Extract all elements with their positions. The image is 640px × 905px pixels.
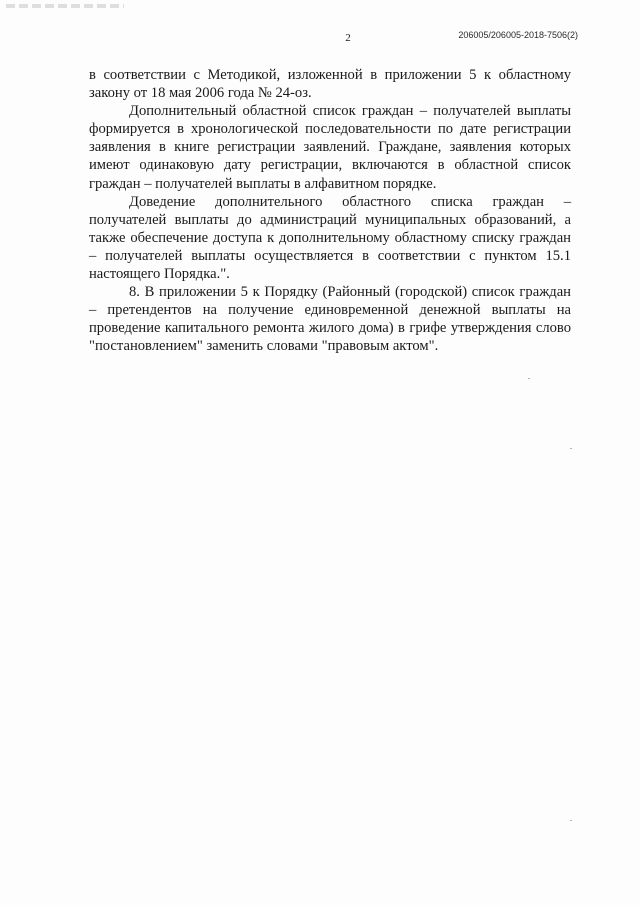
paragraph-additional-list: Дополнительный областной список граждан – получателей выплаты формируется в хронологической последовательности по дате регистрации заявления в книге регистрации заявлений. Граждане, заявления которых имеют одинаковую дату регистрации, включаются в областной список граждан – получателей выплаты в алфавитном порядке. <box>89 103 571 192</box>
paragraph-continuation: в соответствии с Методикой, изложенной в приложении 5 к областному закону от 18 мая 2006 года № 24-оз. <box>89 67 571 102</box>
scan-speck <box>570 820 572 821</box>
paragraph-list-delivery: Доведение дополнительного областного списка граждан – получателей выплаты до администраций муниципальных образований, а также обеспечение доступа к дополнительному областному списку граждан – получателей выплаты осуществляется в соответствии с пунктом 15.1 настоящего Порядка.". <box>89 193 571 283</box>
page-number: 2 <box>345 32 351 44</box>
document-id: 206005/206005-2018-7506(2) <box>458 30 578 40</box>
scan-artifact <box>6 4 124 8</box>
scan-speck <box>528 378 530 379</box>
document-body <box>89 66 571 356</box>
paragraph-item-8: 8. В приложении 5 к Порядку (Районный (городской) список граждан – претендентов на получение единовременной денежной выплаты на проведение капитального ремонта жилого дома) в грифе утверждения слово "постановлением" заменить словами "правовым актом". <box>89 284 571 355</box>
scan-speck <box>570 448 572 449</box>
